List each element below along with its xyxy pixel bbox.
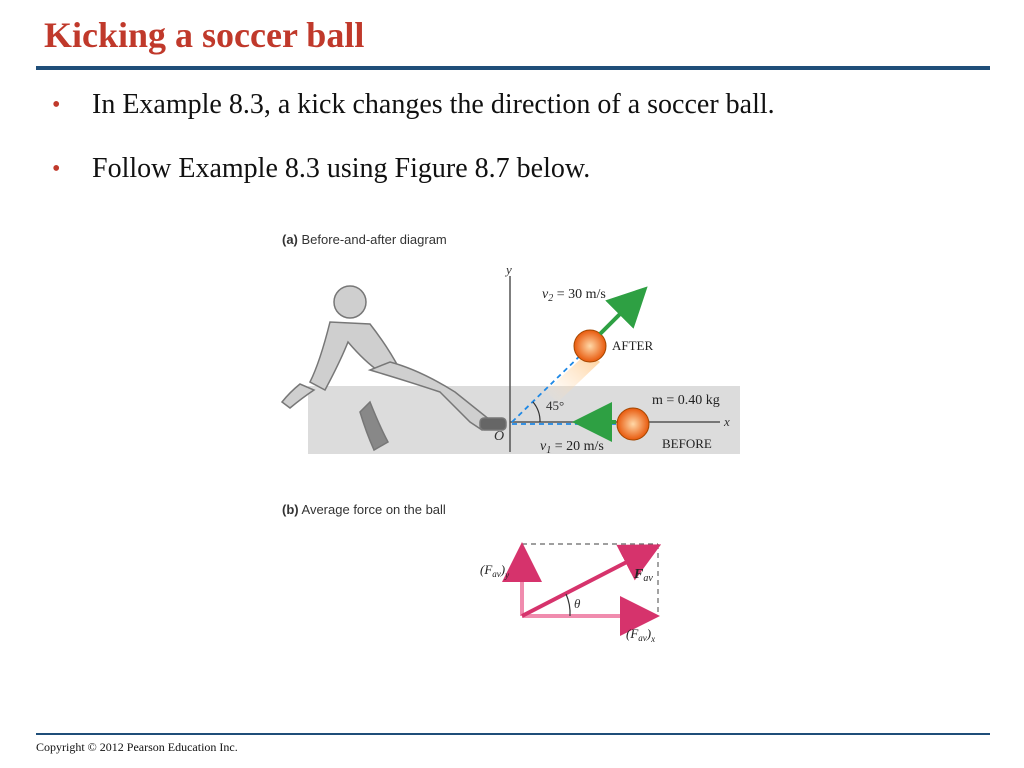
angle-label: 45° xyxy=(546,398,565,413)
before-label: BEFORE xyxy=(662,436,712,451)
figure-a-caption xyxy=(282,232,447,247)
bullet-text: Follow Example 8.3 using Figure 8.7 below. xyxy=(92,153,591,184)
figure-b-caption-text: Average force on the ball xyxy=(301,502,446,517)
figure-b-diagram xyxy=(270,522,750,672)
footer-rule xyxy=(36,733,990,735)
after-label: AFTER xyxy=(612,338,654,353)
bullet-item-1 xyxy=(52,88,775,122)
x-axis-label: x xyxy=(724,414,730,429)
soccer-ball-before xyxy=(617,408,649,440)
bullet-item-2 xyxy=(52,152,775,186)
slide-title: Kicking a soccer ball xyxy=(44,15,365,55)
figure-a-tag: (a) xyxy=(282,232,298,247)
bullet-marker: • xyxy=(52,156,61,182)
y-axis-label: y xyxy=(506,262,512,277)
theta-arc xyxy=(566,594,570,616)
figure-a-diagram xyxy=(270,252,750,492)
copyright-footer: Copyright © 2012 Pearson Education Inc. xyxy=(36,740,238,754)
fav-resultant-arrow xyxy=(522,548,654,616)
v2-arrow xyxy=(600,292,642,334)
title-rule xyxy=(36,66,990,70)
mass-label: m = 0.40 kg xyxy=(652,393,720,408)
figure-b-tag: (b) xyxy=(282,502,299,517)
bullet-marker: • xyxy=(52,92,61,118)
figure-a-caption-text: Before-and-after diagram xyxy=(301,232,447,247)
v2-label: $v_2 = 30$ m/s xyxy=(542,287,606,304)
theta-label: θ xyxy=(574,596,581,611)
v1-label: $v_1 = 20$ m/s xyxy=(540,439,604,456)
fy-label: $(F_{av})_y$ xyxy=(480,562,510,580)
fav-label: $F_{av}$ xyxy=(634,567,653,584)
figure-b-caption xyxy=(282,502,446,517)
bullet-list xyxy=(52,88,775,216)
origin-label: O xyxy=(494,429,505,444)
bullet-text: In Example 8.3, a kick changes the direction of a soccer ball. xyxy=(92,89,775,120)
fx-label: $(F_{av})_x$ xyxy=(626,626,656,644)
